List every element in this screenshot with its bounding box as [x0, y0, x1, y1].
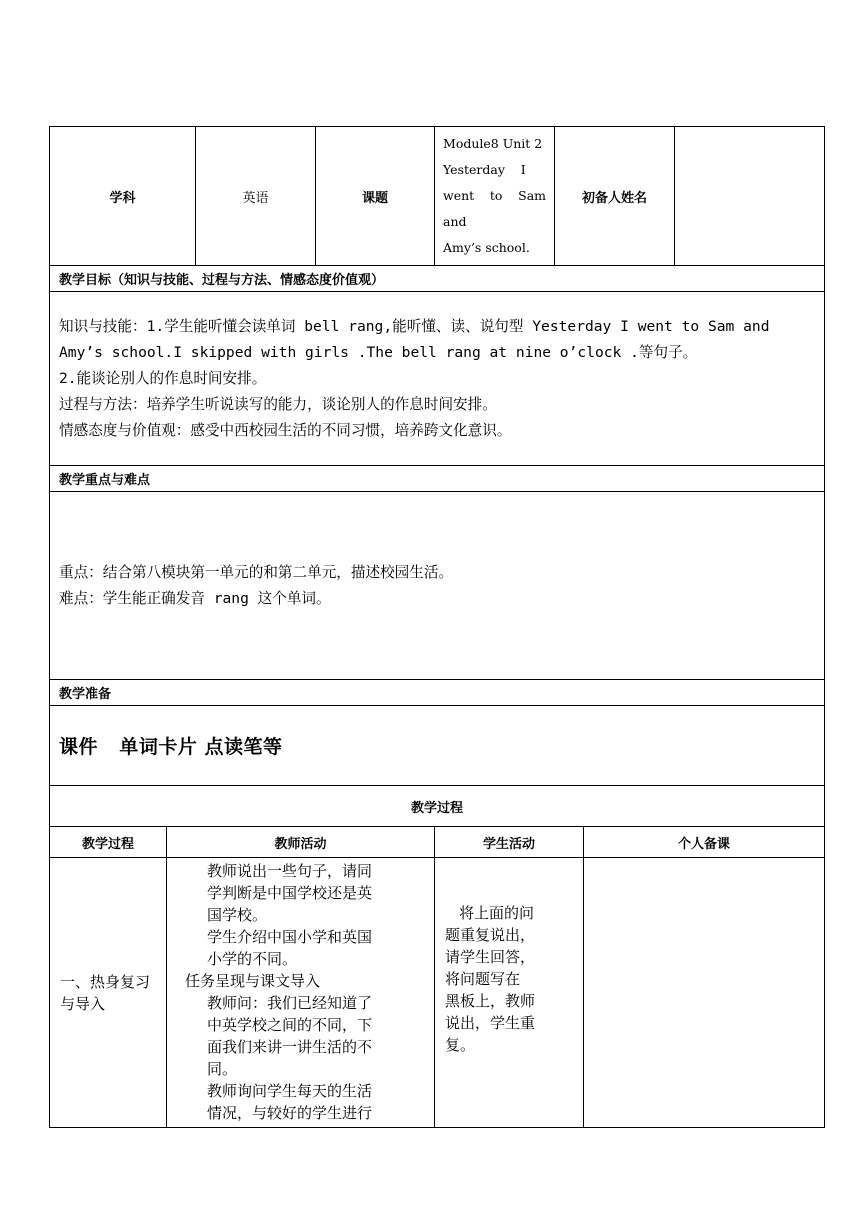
teacher-line: 国学校。: [207, 906, 268, 924]
student-line: 黑板上，教师: [445, 992, 536, 1010]
stage-line: 一、热身复习: [60, 972, 151, 991]
teacher-line: 情况，与较好的学生进行: [207, 1104, 373, 1122]
preparation-content: 课件 单词卡片 点读笔等: [50, 706, 825, 786]
column-header-teacher: 教师活动: [167, 827, 435, 858]
process-row: [50, 858, 825, 1128]
topic-line: Module8 Unit 2: [443, 136, 543, 151]
topic-line: Amy’s school.: [443, 240, 530, 255]
process-header-row: [50, 827, 825, 858]
objectives-body: [50, 292, 825, 466]
student-line: 题重复说出，: [445, 926, 536, 944]
objective-line: 2.能谈论别人的作息时间安排。: [59, 369, 267, 387]
lesson-plan-table: [49, 126, 825, 1128]
objectives-heading-row: [50, 266, 825, 292]
teacher-line: 学生介绍中国小学和英国: [207, 928, 373, 946]
process-title: 教学过程: [50, 786, 825, 827]
header-row: [50, 127, 825, 266]
objective-line: Amy’s school.I skipped with girls .The bell rang at nine o’clock .等句子。: [59, 343, 698, 361]
preparation-heading-row: [50, 680, 825, 706]
subject-label: 学科: [50, 127, 196, 266]
student-line: 将上面的问: [459, 904, 535, 922]
teacher-line: 教师询问学生每天的生活: [207, 1082, 373, 1100]
teacher-line: 学判断是中国学校还是英: [207, 884, 373, 902]
topic-line: went to Sam and: [443, 188, 547, 229]
personal-notes-cell: [584, 858, 825, 1128]
topic-value: [435, 127, 555, 266]
student-line: 请学生回答，: [445, 948, 536, 966]
topic-label: 课题: [316, 127, 435, 266]
process-title-row: [50, 786, 825, 827]
preparation-heading: 教学准备: [50, 680, 825, 706]
topic-line: Yesterday I: [443, 162, 526, 177]
key-points-body: [50, 492, 825, 680]
key-points-heading-row: [50, 466, 825, 492]
teacher-line: 中英学校之间的不同，下: [207, 1016, 373, 1034]
teacher-line: 面我们来讲一讲生活的不: [207, 1038, 373, 1056]
objective-line: 过程与方法：培养学生听说读写的能力，谈论别人的作息时间安排。: [59, 395, 497, 413]
key-points-heading: 教学重点与难点: [50, 466, 825, 492]
teacher-line: 教师说出一些句子，请同: [207, 862, 373, 880]
student-line: 复。: [445, 1036, 476, 1054]
teacher-line: 小学的不同。: [207, 950, 298, 968]
key-point-line: 难点：学生能正确发音 rang 这个单词。: [59, 589, 331, 607]
key-point-line: 重点：结合第八模块第一单元的和第二单元，描述校园生活。: [59, 563, 454, 581]
student-line: 说出，学生重: [445, 1014, 536, 1032]
key-points-body-row: [50, 492, 825, 680]
objective-line: 知识与技能：1.学生能听懂会读单词 bell rang,能听懂、读、说句型 Yesterday I went to Sam and: [59, 317, 770, 335]
column-header-notes: 个人备课: [584, 827, 825, 858]
objectives-heading: 教学目标（知识与技能、过程与方法、情感态度价值观）: [50, 266, 825, 292]
stage-line: 与导入: [60, 994, 106, 1013]
student-activity-cell: [435, 858, 584, 1128]
author-value: [675, 127, 825, 266]
stage-cell: [50, 858, 167, 1128]
preparation-body-row: [50, 706, 825, 786]
teacher-line: 任务呈现与课文导入: [185, 972, 321, 990]
objective-line: 情感态度与价值观：感受中西校园生活的不同习惯，培养跨文化意识。: [59, 421, 512, 439]
teacher-line: 同。: [207, 1060, 238, 1078]
author-label: 初备人姓名: [555, 127, 675, 266]
subject-value: 英语: [196, 127, 316, 266]
teacher-activity-cell: [167, 858, 435, 1128]
column-header-student: 学生活动: [435, 827, 584, 858]
objectives-body-row: [50, 292, 825, 466]
column-header-stage: 教学过程: [50, 827, 167, 858]
student-line: 将问题写在: [445, 970, 521, 988]
lesson-plan: [49, 126, 824, 1128]
teacher-line: 教师问：我们已经知道了: [207, 994, 373, 1012]
